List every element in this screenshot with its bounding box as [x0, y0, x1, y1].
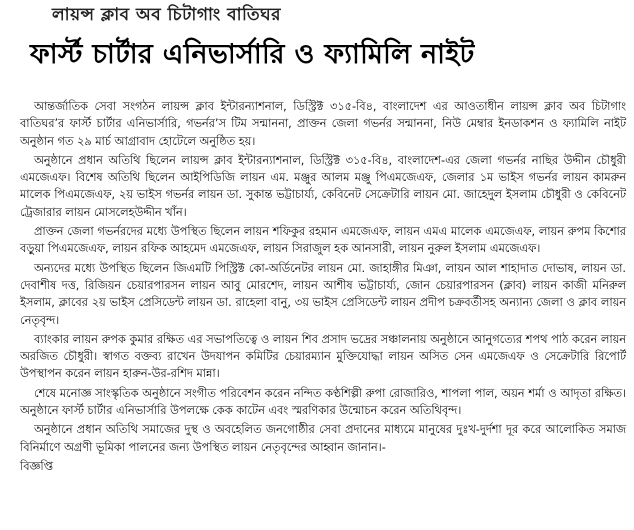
article-body: [20, 98, 626, 477]
article-signature: বিজ্ঞপ্তি: [20, 459, 53, 473]
article-paragraph: অনুষ্ঠানে প্রধান অতিথি সমাজের দুস্থ ও অবহেলিত জনগোষ্ঠীর সেবা প্রদানের মাধ্যমে মানুষের দুঃখ-দুর্দশা দূর করে আলোকিত সমাজ বিনির্মাণে অগ্রণী ভূমিকা পালনের জন্য উপস্থিত লায়ন নেতৃবৃন্দের আহ্বান জানান।-: [20, 423, 626, 454]
article-paragraph: অন্যদের মধ্যে উপস্থিত ছিলেন জিএমটি পিস্ট্রিক্ট কো-অর্ডিনেটর লায়ন মো. জাহাঙ্গীর মিঞা, লায়ন আল শাহাদাত দোভাষ, লায়ন ডা. দেবাশীষ দত্ত, রিজিয়ন চেয়ারপারসন লায়ন আবু মোরশেদ, লায়ন আশীষ ভট্টাচার্য্য, জোন চেয়ারপারসন (ক্লাব) লায়ন কাজী মনিরুল ইসলাম, ক্লাবের ২য় ভাইস প্রেসিডেন্ট লায়ন ডা. রাহেলা বানু, ৩য় ভাইস প্রেসিডেন্ট লায়ন প্রদীপ চক্রবর্তীসহ অন্যান্য জেলা ও ক্লাব লায়ন নেতৃবৃন্দ।: [20, 261, 626, 327]
article-paragraph: অনুষ্ঠানে প্রধান অতিথি ছিলেন লায়ন্স ক্লাব ইন্টারন্যাশনাল, ডিস্ট্রিক্ট ৩১৫-বি৪, বাংলাদেশ-এর জেলা গভর্নর নাছির উদ্দীন চৌধুরী এমজেএফ। বিশেষ অতিথি ছিলেন আইপিডিজি লায়ন এম. মঞ্জুর আলম মঞ্জু পিএমজেএফ, জেলার ১ম ভাইস গভর্নর লায়ন কামরুন মালেক পিএমজেএফ, ২য় ভাইস গভর্নর লায়ন ডা. সুকান্ত ভট্টাচার্য্য, কেবিনেট সেক্রেটারি লায়ন মো. জাহেদুল ইসলাম চৌধুরী ও কেবিনেট ট্রেজারার লায়ন মোসলেহউদ্দীন খাঁন।: [20, 153, 626, 219]
article-headline: ফার্স্ট চার্টার এনিভার্সারি ও ফ্যামিলি নাইট: [30, 39, 475, 70]
article-paragraph: আন্তর্জাতিক সেবা সংগঠন লায়ন্স ক্লাব ইন্টারন্যাশনাল, ডিস্ট্রিক্ট ৩১৫-বি৪, বাংলাদেশ এর আওতাধীন লায়ন্স ক্লাব অব চিটাগাং বাতিঘর’র ফার্স্ট চার্টার এনিভার্সারি, গভর্নর’স টিম সন্মাননা, প্রাক্তন জেলা গভর্নর সন্মাননা, নিউ মেম্বার ইনডাকশন ও ফ্যামিলি নাইট অনুষ্ঠান গত ২৯ মার্চ আগ্রাবাদ হোটেলে অনুষ্ঠিত হয়।: [20, 100, 626, 148]
article-paragraph: শেষে মনোজ্ঞ সাংস্কৃতিক অনুষ্ঠানে সংগীত পরিবেশন করেন নন্দিত কণ্ঠশিল্পী রুপা রোজারিও, শাপলা পাল, অয়ন শর্মা ও আদৃতা রক্ষিত। অনুষ্ঠানে ফার্স্ট চার্টার এনিভার্সারি উপলক্ষে কেক কাটেন এবং স্মরণিকার উন্মোচন করেন অতিথিবৃন্দ।: [20, 386, 626, 418]
article-kicker: লায়ন্স ক্লাব অব চিটাগাং বাতিঘর: [52, 5, 282, 25]
article-paragraph: ব্যাংকার লায়ন রুপক কুমার রক্ষিত এর সভাপতিত্বে ও লায়ন শিব প্রসাদ ভদ্রের সঞ্চালনায় অনুষ্ঠানে আনুগত্যের শপথ পাঠ করেন লায়ন অরজিত চৌধুরী। স্বাগত বক্তব্য রাখেন উদযাপন কমিটির চেয়ারম্যান মুক্তিযোদ্ধা লায়ন অসিত সেন এমজেএফ ও সেক্রেটারি রিপোর্ট উপস্থাপন করেন লায়ন হারুন-উর-রশিদ মান্না।: [20, 332, 626, 381]
article-paragraph: প্রাক্তন জেলা গভর্নরদের মধ্যে উপস্থিত ছিলেন লায়ন শফিকুর রহমান এমজেএফ, লায়ন এমএ মালেক এমজেএফ, লায়ন রুপম কিশোর বড়ুয়া পিএমজেএফ, লায়ন রফিক আহমেদ এমজেএফ, লায়ন সিরাজুল হক আনসারী, লায়ন নুরুল ইসলাম এমজেএফ।: [20, 225, 626, 256]
